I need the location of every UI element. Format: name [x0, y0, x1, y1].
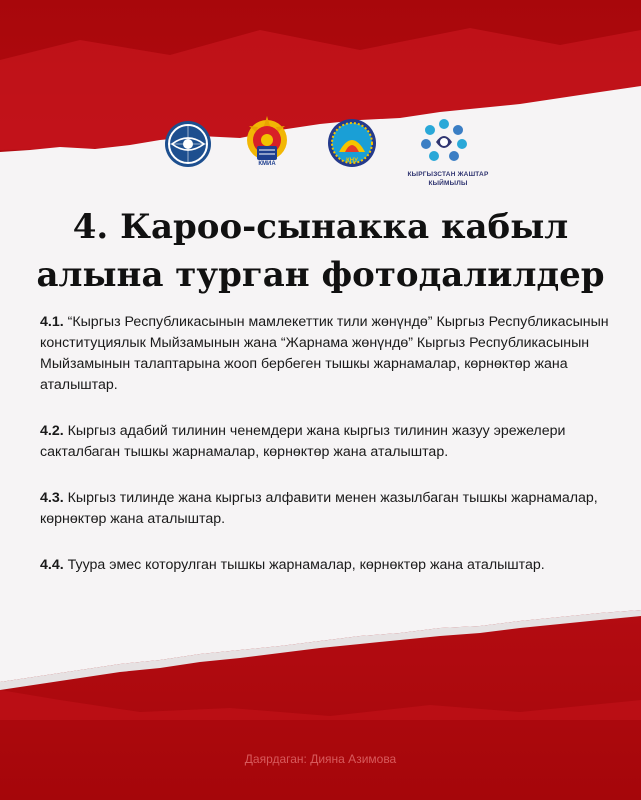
round-emblem-icon	[164, 120, 212, 173]
item-text: Кыргыз тилинде жана кыргыз алфавити менен жазылбаган тышкы жарнамалар, көрнөктөр жана аталыштар.	[40, 490, 598, 527]
item-number: 4.2.	[40, 423, 64, 439]
item-number: 4.1.	[40, 314, 64, 330]
page-title	[20, 203, 621, 299]
logos-row	[0, 112, 641, 202]
svg-text:КМИА: КМИА	[258, 161, 276, 167]
author-credit: Даярдаган: Дияна Азимова	[244, 752, 397, 766]
logo-label-line-1: КЫРГЫЗСТАН ЖАШТАР	[407, 171, 489, 178]
item-text: “Кыргыз Республикасынын мамлекеттик тили жөнүндө” Кыргыз Республикасынын конституциялык Мыйзамынын жана “Жарнама жөнүндө” Кыргыз Республикасынын Мыйзамынын талаптарына жооп бербеген тышкы жарнамалар, көрнөктөр жана аталыштар.	[40, 314, 609, 393]
kyrgyz-university-emblem-icon	[327, 118, 377, 173]
youth-movement-logo-label	[388, 170, 508, 188]
criteria-list	[40, 312, 615, 601]
youth-movement-logo-icon	[418, 116, 470, 173]
title-line-1: 4. Кароо-сынакка кабыл	[72, 207, 569, 247]
list-item	[40, 312, 615, 396]
list-item	[40, 421, 615, 463]
item-number: 4.3.	[40, 490, 64, 506]
title-line-2: алына турган фотодалилдер	[36, 255, 605, 295]
item-text: Кыргыз адабий тилинин ченемдери жана кыргыз тилинин жазуу эрежелери сакталбаган тышкы жарнамалар, көрнөктөр жана аталыштар.	[40, 423, 566, 460]
svg-text:КНУ: КНУ	[346, 158, 358, 164]
item-number: 4.4.	[40, 557, 64, 573]
list-item	[40, 555, 615, 576]
item-text: Туура эмес которулган тышкы жарнамалар, көрнөктөр жана аталыштар.	[67, 557, 545, 573]
list-item	[40, 488, 615, 530]
logo-label-line-2: КЫЙМЫЛЫ	[428, 180, 468, 187]
kmia-emblem-icon	[244, 116, 290, 173]
